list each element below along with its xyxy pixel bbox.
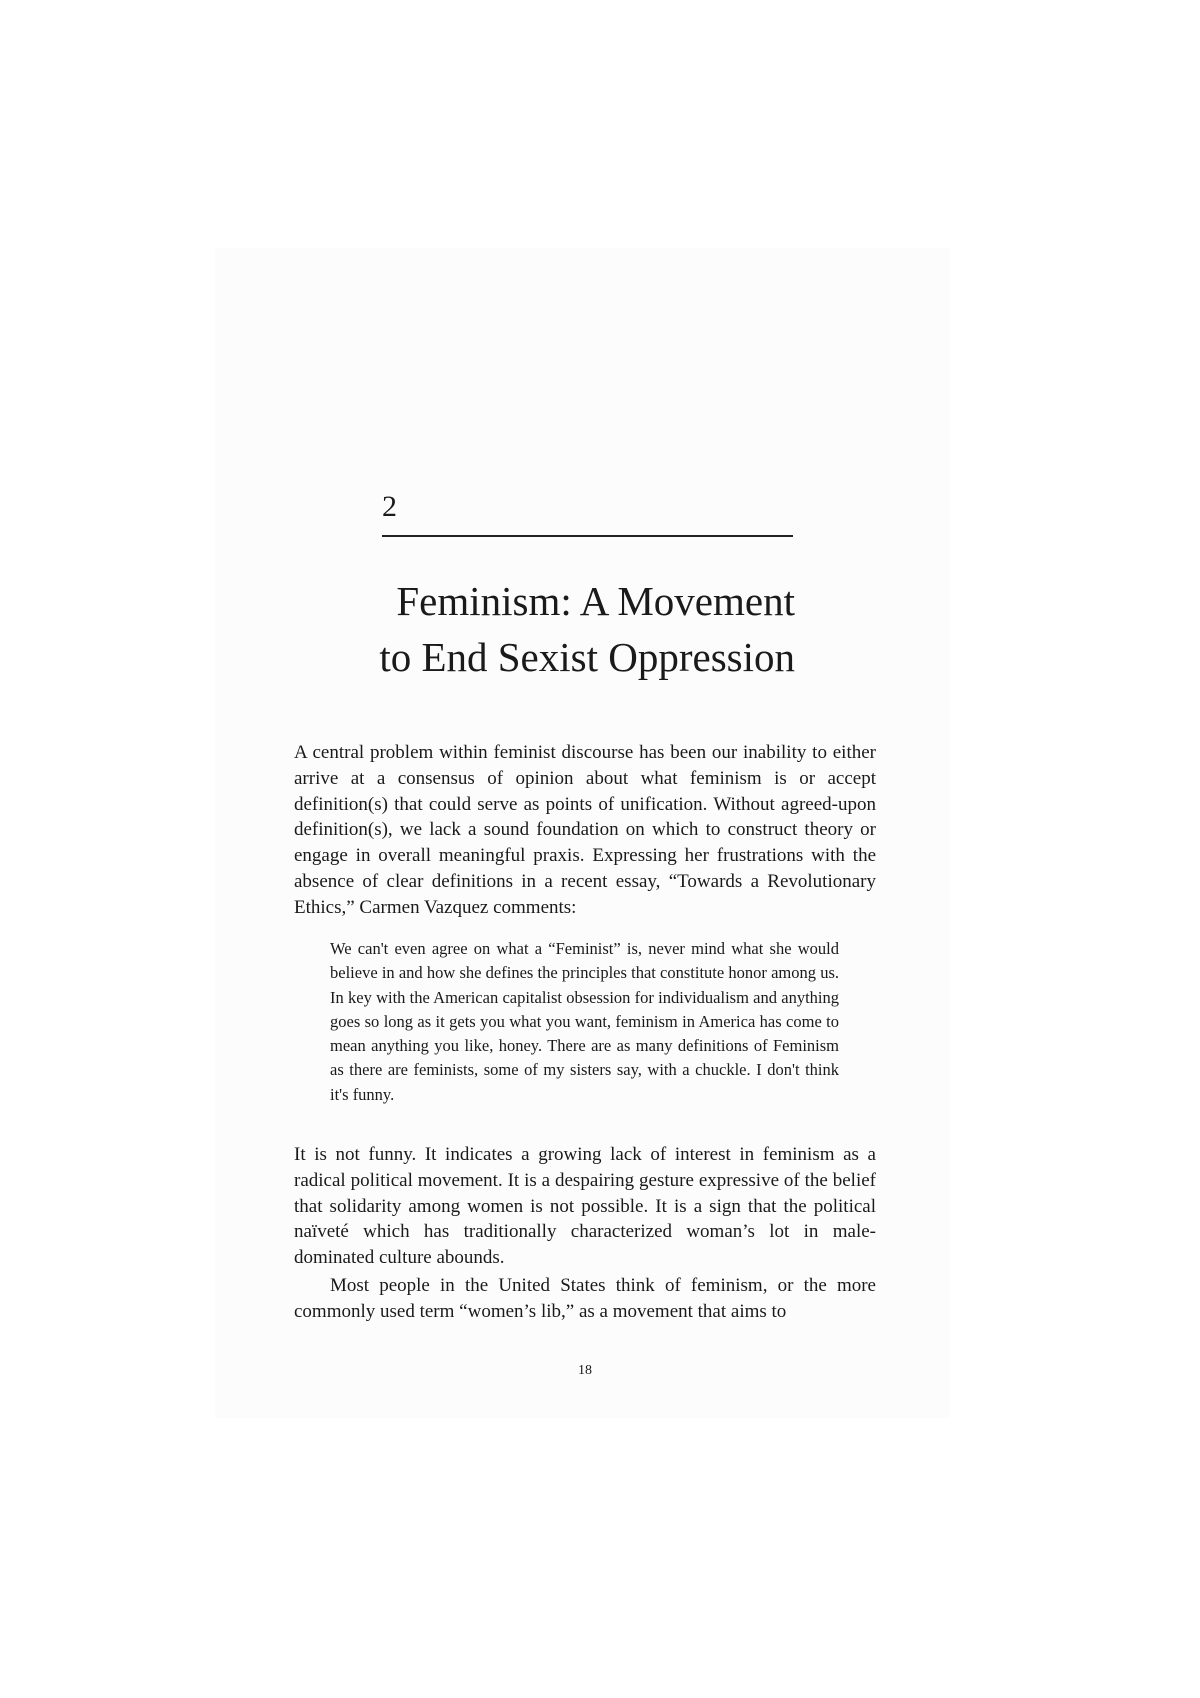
intro-paragraph: A central problem within feminist discourse has been our inability to either arrive at a consensus of opinion about what feminism is or accept definition(s) that could serve as points of unification. Without agreed-upon definition(s), we lack a sound foundation on which to construct theory or engage in overall meaningful praxis. Expressing her frustrations with the absence of clear definitions in a recent essay, “Towards a Revolutionary Ethics,” Carmen Vazquez comments:	[294, 742, 876, 918]
page-number: 18	[578, 1363, 592, 1378]
chapter-title	[300, 573, 795, 685]
continuation-paragraph: Most people in the United States think of feminism, or the more commonly used term “women’s lib,” as a movement that aims to	[294, 1275, 876, 1322]
block-quote: We can't even agree on what a “Feminist” is, never mind what she would believe in and how she defines the principles that constitute honor among us. In key with the American capitalist obsession for individualism and anything goes so long as it gets you what you want, feminism in America has come to mean anything you like, honey. There are as many definitions of Feminism as there are feminists, some of my sisters say, with a chuckle. I don't think it's funny.	[330, 939, 839, 1104]
chapter-title-line-1: Feminism: A Movement	[396, 578, 795, 624]
chapter-title-line-2: to End Sexist Oppression	[379, 634, 795, 680]
chapter-number: 2	[382, 490, 397, 523]
response-paragraph: It is not funny. It indicates a growing lack of interest in feminism as a radical political movement. It is a despairing gesture expressive of the belief that solidarity among women is not possible. It is a sign that the political naïveté which has traditionally characterized woman’s lot in male-dominated culture abounds.	[294, 1144, 876, 1269]
chapter-rule	[382, 535, 793, 537]
